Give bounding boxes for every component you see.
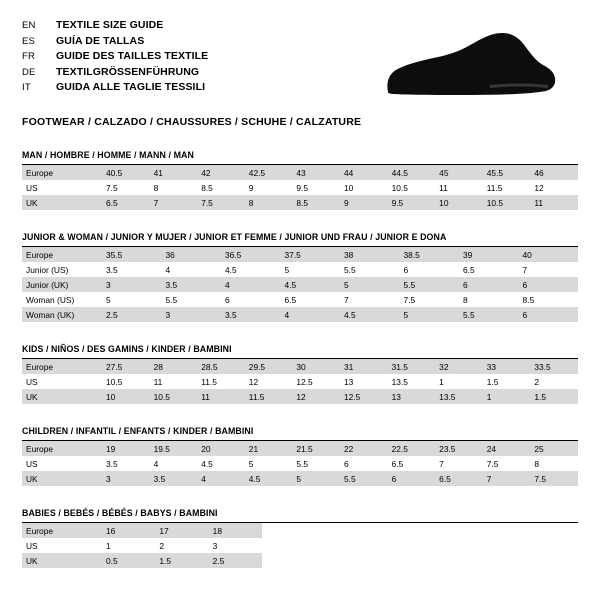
language-title-list	[22, 18, 208, 96]
size-cell: 23.5	[435, 441, 483, 456]
size-cell: 1	[106, 540, 111, 551]
size-cell: 8	[153, 182, 159, 193]
size-cell: 1.5	[155, 553, 208, 568]
size-cell: 6	[519, 307, 579, 322]
size-cell: 5	[284, 264, 290, 275]
size-cell: 33.5	[530, 359, 578, 374]
size-cell: 7.5	[197, 195, 245, 210]
size-cell: 8.5	[292, 195, 340, 210]
row-label: Europe	[22, 247, 102, 262]
size-cell: 5.5	[344, 264, 356, 275]
size-cell: 12.5	[340, 389, 388, 404]
size-cell: 31.5	[388, 359, 436, 374]
size-table	[22, 165, 578, 210]
section-title: MAN / HOMBRE / HOMME / MANN / MAN	[22, 150, 578, 165]
size-cell: 6.5	[102, 195, 150, 210]
size-cell: 44	[340, 165, 388, 180]
size-cell: 3.5	[162, 277, 222, 292]
size-cell: 32	[435, 359, 483, 374]
size-cell: 28	[150, 359, 198, 374]
size-cell: 35.5	[102, 247, 162, 262]
size-cell: 27.5	[102, 359, 150, 374]
size-table	[22, 247, 578, 322]
table-row	[22, 195, 578, 210]
size-cell: 3.5	[106, 264, 118, 275]
dress-shoe-icon	[380, 30, 556, 100]
size-cell: 6	[403, 264, 409, 275]
size-cell: 28.5	[197, 359, 245, 374]
size-cell: 40	[519, 247, 579, 262]
size-cell: 11	[439, 182, 448, 193]
size-cell: 43	[292, 165, 340, 180]
language-row	[22, 80, 208, 96]
size-cell: 20	[197, 441, 245, 456]
size-cell: 37.5	[281, 247, 341, 262]
size-cell: 5	[400, 307, 460, 322]
size-cell: 13.5	[391, 376, 408, 387]
size-cell: 7	[150, 195, 198, 210]
table-row	[22, 359, 578, 374]
size-cell: 7	[522, 264, 528, 275]
size-cell: 7.5	[106, 182, 118, 193]
size-cell: 8.5	[201, 182, 213, 193]
size-cell: 36.5	[221, 247, 281, 262]
table-row	[22, 277, 578, 292]
size-cell: 11.5	[245, 389, 293, 404]
size-cell: 3	[212, 540, 218, 551]
size-cell: 13.5	[435, 389, 483, 404]
section-title: JUNIOR & WOMAN / JUNIOR Y MUJER / JUNIOR ET FEMME / JUNIOR UND FRAU / JUNIOR E DONA	[22, 232, 578, 247]
size-cell: 41	[150, 165, 198, 180]
size-cell: 25	[530, 441, 578, 456]
row-label: Europe	[22, 165, 102, 180]
size-cell: 2	[534, 376, 540, 387]
size-cell: 7	[344, 294, 349, 305]
size-cell: 19.5	[150, 441, 198, 456]
row-label: US	[26, 182, 38, 193]
size-cell: 45.5	[483, 165, 531, 180]
size-tables	[22, 150, 578, 568]
size-cell: 13	[388, 389, 436, 404]
table-row	[22, 165, 578, 180]
table-row	[22, 374, 578, 389]
row-label: UK	[22, 553, 102, 568]
size-cell: 40.5	[102, 165, 150, 180]
size-cell: 8.5	[522, 294, 535, 305]
size-cell: 9	[248, 182, 254, 193]
size-cell: 11.5	[486, 182, 503, 193]
size-cell: 42	[197, 165, 245, 180]
size-cell: 5.5	[165, 294, 178, 305]
size-cell: 4.5	[281, 277, 341, 292]
language-title: GUÍA DE TALLAS	[56, 34, 145, 47]
table-row	[22, 307, 578, 322]
table-row	[22, 441, 578, 456]
size-cell: 1.5	[486, 376, 499, 387]
section-title: BABIES / BEBÉS / BÉBÉS / BABYS / BAMBINI	[22, 508, 578, 523]
size-cell: 4	[221, 277, 281, 292]
size-cell: 11	[153, 376, 163, 387]
size-cell: 8	[463, 294, 468, 305]
language-title: GUIDE DES TAILLES TEXTILE	[56, 50, 209, 62]
language-title: GUIDA ALLE TAGLIE TESSILI	[56, 81, 206, 93]
size-cell: 4.5	[201, 458, 213, 469]
size-section	[22, 344, 578, 404]
size-cell: 9.5	[296, 182, 309, 193]
size-cell: 5	[340, 277, 400, 292]
size-cell: 46	[530, 165, 578, 180]
row-label: Europe	[22, 523, 102, 538]
table-row	[22, 292, 578, 307]
size-cell: 2.5	[209, 553, 262, 568]
size-cell: 11.5	[201, 376, 217, 387]
size-cell: 3	[102, 471, 150, 486]
size-cell: 7	[439, 458, 444, 469]
language-title: TEXTILE SIZE GUIDE	[56, 19, 164, 31]
size-cell: 29.5	[245, 359, 293, 374]
size-cell: 6	[388, 471, 436, 486]
size-cell: 10.5	[150, 389, 198, 404]
row-label: Junior (US)	[26, 264, 69, 275]
size-cell: 42.5	[245, 165, 293, 180]
size-cell: 5	[106, 294, 111, 305]
size-cell: 9.5	[388, 195, 436, 210]
size-cell: 18	[209, 523, 262, 538]
size-cell: 38	[340, 247, 400, 262]
size-cell: 4	[153, 458, 159, 469]
size-table	[22, 523, 262, 568]
size-cell: 5	[292, 471, 340, 486]
size-section	[22, 232, 578, 322]
size-cell: 21.5	[292, 441, 340, 456]
size-cell: 12	[534, 182, 544, 193]
section-title: KIDS / NIÑOS / DES GAMINS / KINDER / BAMBINI	[22, 344, 578, 359]
row-label: US	[26, 458, 38, 469]
table-row	[22, 523, 262, 538]
size-cell: 13	[343, 376, 354, 387]
size-cell: 38.5	[400, 247, 460, 262]
size-cell: 16	[102, 523, 155, 538]
footwear-heading: FOOTWEAR / CALZADO / CHAUSSURES / SCHUHE / CALZATURE	[22, 116, 362, 128]
size-cell: 4	[165, 264, 171, 275]
size-cell: 8	[245, 195, 293, 210]
size-cell: 3.5	[106, 458, 118, 469]
size-cell: 5.5	[296, 458, 309, 469]
size-cell: 4	[197, 471, 245, 486]
size-cell: 11	[530, 195, 578, 210]
language-title: TEXTILGRÖSSENFÜHRUNG	[56, 65, 200, 78]
size-cell: 10.5	[391, 182, 408, 193]
size-cell: 7.5	[530, 471, 578, 486]
size-cell: 12	[292, 389, 340, 404]
size-cell: 12.5	[296, 376, 313, 387]
size-cell: 5.5	[400, 277, 460, 292]
size-cell: 1.5	[530, 389, 578, 404]
size-cell: 5.5	[459, 307, 519, 322]
size-cell: 39	[459, 247, 519, 262]
row-label: Woman (UK)	[22, 307, 102, 322]
size-cell: 22	[340, 441, 388, 456]
language-row	[22, 65, 208, 81]
size-cell: 1	[483, 389, 531, 404]
size-cell: 4.5	[245, 471, 293, 486]
size-cell: 10	[343, 182, 354, 193]
size-cell: 10	[102, 389, 150, 404]
size-table	[22, 359, 578, 404]
row-label: Europe	[22, 441, 102, 456]
size-table	[22, 441, 578, 486]
row-label: UK	[22, 471, 102, 486]
row-label: Junior (UK)	[22, 277, 102, 292]
size-cell: 22.5	[388, 441, 436, 456]
size-cell: 5.5	[340, 471, 388, 486]
size-cell: 6.5	[391, 458, 404, 469]
language-code: IT	[22, 82, 31, 93]
size-cell: 1	[439, 376, 444, 387]
size-cell: 4.5	[225, 264, 237, 275]
size-cell: 6.5	[435, 471, 483, 486]
size-section	[22, 426, 578, 486]
language-code: ES	[22, 35, 36, 47]
size-cell: 9	[340, 195, 388, 210]
size-cell: 30	[292, 359, 340, 374]
size-cell: 0.5	[102, 553, 155, 568]
table-row	[22, 389, 578, 404]
size-cell: 12	[248, 376, 259, 387]
size-cell: 19	[102, 441, 150, 456]
language-code: DE	[22, 66, 36, 78]
size-cell: 3	[162, 307, 222, 322]
row-label: UK	[22, 389, 102, 404]
size-cell: 4.5	[340, 307, 400, 322]
size-cell: 10.5	[483, 195, 531, 210]
row-label: UK	[22, 195, 102, 210]
table-row	[22, 262, 578, 277]
size-cell: 44.5	[388, 165, 436, 180]
table-row	[22, 247, 578, 262]
table-row	[22, 553, 262, 568]
table-row	[22, 471, 578, 486]
table-row	[22, 456, 578, 471]
size-cell: 21	[245, 441, 293, 456]
size-cell: 6	[343, 458, 349, 469]
size-cell: 2	[159, 540, 164, 551]
size-cell: 6	[225, 294, 230, 305]
size-cell: 6.5	[284, 294, 297, 305]
table-row	[22, 180, 578, 195]
size-cell: 2.5	[102, 307, 162, 322]
size-cell: 10	[435, 195, 483, 210]
size-cell: 24	[483, 441, 531, 456]
size-cell: 6	[519, 277, 579, 292]
size-section	[22, 508, 578, 568]
size-cell: 36	[162, 247, 222, 262]
size-cell: 7.5	[403, 294, 416, 305]
size-cell: 3.5	[150, 471, 198, 486]
size-cell: 3	[102, 277, 162, 292]
language-row	[22, 49, 208, 65]
size-cell: 7	[483, 471, 531, 486]
size-cell: 3.5	[221, 307, 281, 322]
size-cell: 6	[459, 277, 519, 292]
size-cell: 45	[435, 165, 483, 180]
size-cell: 31	[340, 359, 388, 374]
size-cell: 17	[155, 523, 208, 538]
row-label: US	[26, 376, 38, 387]
table-row	[22, 538, 262, 553]
size-cell: 10.5	[106, 376, 123, 387]
language-row	[22, 34, 208, 50]
size-cell: 4	[281, 307, 341, 322]
size-cell: 33	[483, 359, 531, 374]
language-code: FR	[22, 51, 36, 62]
size-cell: 7.5	[486, 458, 499, 469]
page-header	[22, 18, 578, 100]
language-row	[22, 18, 208, 34]
size-cell: 5	[248, 458, 254, 469]
size-cell: 11	[197, 389, 245, 404]
row-label: Europe	[22, 359, 102, 374]
row-label: Woman (US)	[26, 294, 75, 305]
size-section	[22, 150, 578, 210]
language-code: EN	[22, 20, 36, 31]
row-label: US	[26, 540, 38, 551]
size-cell: 6.5	[463, 264, 475, 275]
section-title: CHILDREN / INFANTIL / ENFANTS / KINDER / BAMBINI	[22, 426, 578, 441]
size-cell: 8	[534, 458, 540, 469]
